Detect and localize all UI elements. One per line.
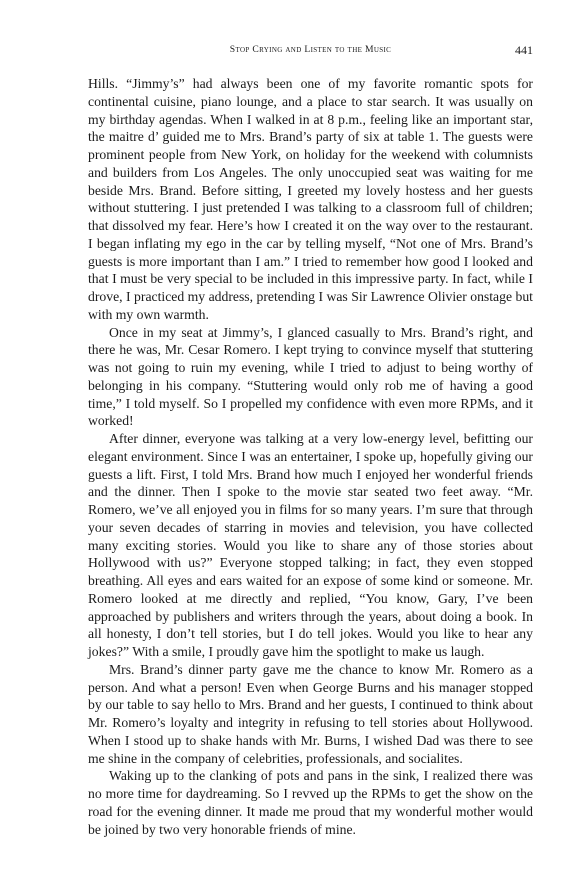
page-number: 441 (515, 43, 533, 57)
paragraph-4: Mrs. Brand’s dinner party gave me the chance to know Mr. Romero as a person. And what a person! Even when George Burns and his manager stopped by our table to say hello to Mrs. Brand and her guests, I continued to think about Mr. Romero’s loyalty and integrity in refusing to tell stories about Hollywood. When I stood up to shake hands with Mr. Burns, I wished Dad was there to see me shine in the company of celebrities, professionals, and socialites. (88, 661, 533, 766)
running-head (88, 42, 533, 58)
paragraph-3: After dinner, everyone was talking at a very low-energy level, befitting our elegant environment. Since I was an entertainer, I spoke up, hopefully giving our guests a lift. First, I told Mrs. Brand how much I enjoyed her wonderful friends and the dinner. Then I spoke to the movie star seated two feet away. “Mr. Romero, we’ve all enjoyed you in films for so many years. I’m sure that through your seven decades of starring in movies and television, you have collected many exciting stories. Would you like to share any of those stories about Hollywood with us?” Everyone stopped talking; in fact, they even stopped breathing. All eyes and ears waited for an expose of some kind or someone. Mr. Romero looked at me directly and replied, “You know, Gary, I’ve been approached by publishers and writers through the years, about doing a book. In all honesty, I don’t tell stories, but I do tell jokes. Would you like to hear any jokes?” With a smile, I proudly gave him the spotlight to make us laugh. (88, 431, 533, 659)
running-title: Stop Crying and Listen to the Music (229, 44, 392, 55)
body-text (88, 75, 533, 838)
paragraph-1: Hills. “Jimmy’s” had always been one of my favorite romantic spots for continental cuisine, piano lounge, and a place to star search. It was usually on my birthday agendas. When I walked in at 8 p.m., feeling like an important star, the maitre d’ guided me to Mrs. Brand’s party of six at table 1. The guests were prominent people from New York, on holiday for the weekend with columnists and builders from Los Angeles. The only unoccupied seat was waiting for me beside Mrs. Brand. Before sitting, I greeted my lovely hostess and her guests without stuttering. I just pretended I was talking to a classroom full of children; that dissolved my fear. Here’s how I created it on the way over to the restaurant. I began inflating my ego in the car by telling myself, “Not one of Mrs. Brand’s guests is more important than I am.” I tried to remember how good I looked and that I must be very special to be included in this impressive party. In fact, while I drove, I practiced my address, pretending I was Sir Lawrence Olivier onstage but with my own warmth. (88, 76, 533, 322)
paragraph-5: Waking up to the clanking of pots and pans in the sink, I realized there was no more time for daydreaming. So I revved up the RPMs to get the show on the road for the evening dinner. It made me proud that my wonderful mother would be joined by two very honorable friends of mine. (88, 768, 533, 837)
paragraph-2: Once in my seat at Jimmy’s, I glanced casually to Mrs. Brand’s right, and there he was, Mr. Cesar Romero. I kept trying to convince myself that stuttering was not going to ruin my evening, while I tried to adjust to being worthy of belonging in his company. “Stuttering would only rob me of having a good time,” I told myself. So I propelled my confidence with even more RPMs, and it worked! (88, 324, 533, 429)
